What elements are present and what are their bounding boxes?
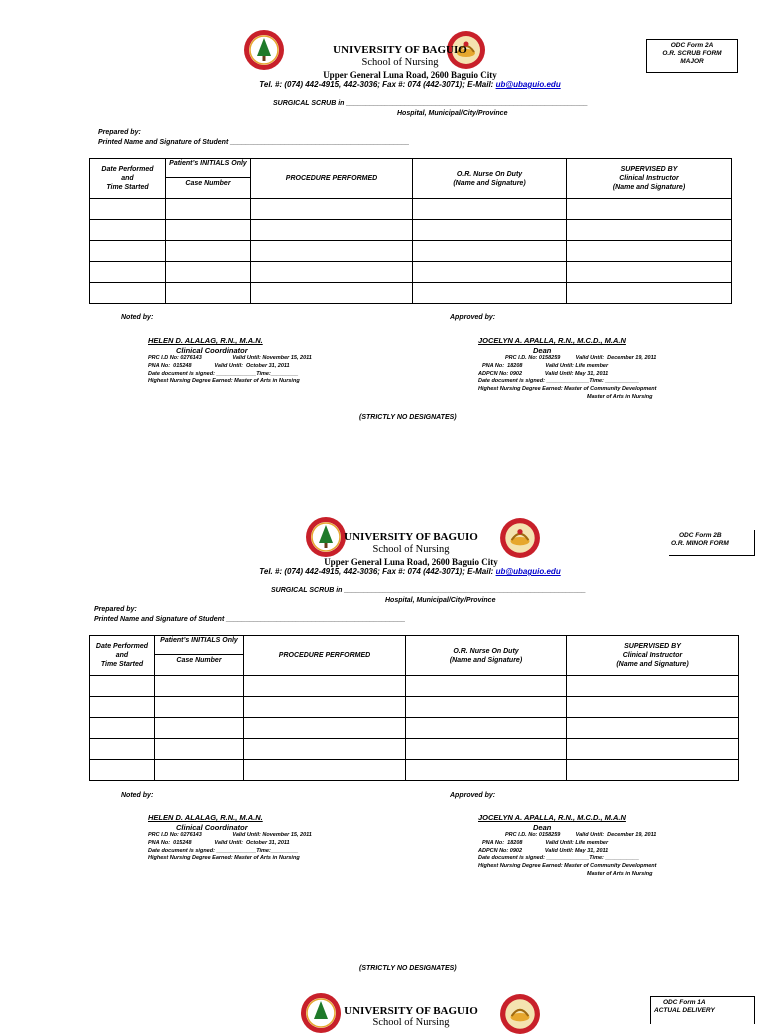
approved-by-label: Approved by:: [450, 314, 496, 321]
table-row: [90, 262, 732, 283]
dean-title: Dean: [533, 346, 552, 355]
school-name: School of Nursing: [372, 1017, 450, 1028]
address: Upper General Luna Road, 2600 Baguio City: [324, 557, 498, 567]
header-supervised: SUPERVISED BY Clinical Instructor (Name and Signature): [567, 636, 739, 676]
dean-details: PRC I.D. No: 0158259 Valid Until: December 19, 2011 PNA No: 18208 Valid Until: Life member ADPCN No: 0902 Valid Until: May 31, 2011 Date document is signed: ______________Time: ___________ Highest Nursing Degree Earned: Master of Community Development Master of Arts in Nursing: [478, 832, 657, 877]
school-name: School of Nursing: [361, 57, 439, 68]
nursing-seal-icon: [499, 993, 541, 1035]
header-initials-case: Patient’s INITIALS Only Case Number: [155, 636, 244, 676]
table-row: [90, 760, 739, 781]
header-procedure: PROCEDURE PERFORMED: [244, 636, 406, 676]
address: Upper General Luna Road, 2600 Baguio City: [323, 70, 497, 80]
table-row: [90, 697, 739, 718]
school-name: School of Nursing: [372, 544, 450, 555]
coordinator-details: PRC I.D No: 0276143 Valid Until: November 15, 2011 PNA No: 015248 Valid Until: October 31, 2011 Date document is signed: _____________Time:_________ Highest Nursing Degree Earned: Master of Arts in Nursing: [148, 832, 312, 862]
scrub-log-table: [89, 635, 739, 781]
contact-line: Tel. #: (074) 442-4915, 442-3036; Fax #: 074 (442-3071); E-Mail: ub@ubaguio.edu: [259, 80, 561, 89]
form-code-box: ODC Form 2A O.R. SCRUB FORM MAJOR: [646, 39, 738, 73]
table-row: [90, 718, 739, 739]
form-code-box: ODC Form 2B O.R. MINOR FORM: [669, 530, 755, 556]
coordinator-details: PRC I.D No: 0276143 Valid Until: November 15, 2011 PNA No: 015248 Valid Until: October 31, 2011 Date document is signed: _____________Time:_________ Highest Nursing Degree Earned: Master of Arts in Nursing: [148, 355, 312, 385]
university-name: UNIVERSITY OF BAGUIO: [344, 531, 478, 543]
coordinator-title: Clinical Coordinator: [176, 823, 248, 832]
university-seal-icon: [243, 29, 285, 71]
table-row: [90, 241, 732, 262]
table-row: [90, 283, 732, 304]
noted-by-label: Noted by:: [121, 314, 154, 321]
prepared-by-label: Prepared by:: [98, 129, 141, 136]
dean-name: JOCELYN A. APALLA, R.N., M.C.D., M.A.N: [478, 813, 626, 822]
printed-name-line: Printed Name and Signature of Student ______________________________________________: [94, 616, 406, 623]
header-initials-case: Patient’s INITIALS Only Case Number: [166, 159, 251, 199]
dean-title: Dean: [533, 823, 552, 832]
table-row: [90, 199, 732, 220]
hospital-label: Hospital, Municipal/City/Province: [385, 597, 496, 604]
prepared-by-label: Prepared by:: [94, 606, 137, 613]
header-procedure: PROCEDURE PERFORMED: [251, 159, 413, 199]
header-date: Date Performed and Time Started: [90, 636, 155, 676]
table-row: [90, 676, 739, 697]
strictly-note: (STRICTLY NO DESIGNATES): [359, 965, 457, 972]
email-link[interactable]: ub@ubaguio.edu: [495, 80, 561, 89]
coordinator-title: Clinical Coordinator: [176, 346, 248, 355]
table-row: [90, 739, 739, 760]
surgical-scrub-line: SURGICAL SCRUB in ______________________________________________________________: [271, 587, 586, 594]
dean-details: PRC I.D. No: 0158259 Valid Until: December 19, 2011 PNA No: 18208 Valid Until: Life member ADPCN No: 0902 Valid Until: May 31, 2011 Date document is signed: ______________Time: ___________ Highest Nursing Degree Earned: Master of Community Development Master of Arts in Nursing: [478, 355, 657, 400]
surgical-scrub-line: SURGICAL SCRUB in ______________________________________________________________: [273, 100, 588, 107]
email-link[interactable]: ub@ubaguio.edu: [495, 567, 561, 576]
hospital-label: Hospital, Municipal/City/Province: [397, 110, 508, 117]
nursing-seal-icon: [499, 517, 541, 559]
printed-name-line: Printed Name and Signature of Student ______________________________________________: [98, 139, 410, 146]
header-nurse: O.R. Nurse On Duty (Name and Signature): [413, 159, 567, 199]
strictly-note: (STRICTLY NO DESIGNATES): [359, 414, 457, 421]
header-nurse: O.R. Nurse On Duty (Name and Signature): [406, 636, 567, 676]
coordinator-name: HELEN D. ALALAG, R.N., M.A.N.: [148, 813, 263, 822]
scrub-log-table: [89, 158, 732, 304]
table-row: [90, 220, 732, 241]
contact-line: Tel. #: (074) 442-4915, 442-3036; Fax #: 074 (442-3071); E-Mail: ub@ubaguio.edu: [259, 567, 561, 576]
noted-by-label: Noted by:: [121, 792, 154, 799]
form-code-box: ODC Form 1A ACTUAL DELIVERY: [650, 996, 755, 1024]
header-supervised: SUPERVISED BY Clinical Instructor (Name and Signature): [567, 159, 732, 199]
dean-name: JOCELYN A. APALLA, R.N., M.C.D., M.A.N: [478, 336, 626, 345]
university-name: UNIVERSITY OF BAGUIO: [333, 44, 467, 56]
university-name: UNIVERSITY OF BAGUIO: [344, 1005, 478, 1017]
approved-by-label: Approved by:: [450, 792, 496, 799]
coordinator-name: HELEN D. ALALAG, R.N., M.A.N.: [148, 336, 263, 345]
header-date: Date Performed and Time Started: [90, 159, 166, 199]
